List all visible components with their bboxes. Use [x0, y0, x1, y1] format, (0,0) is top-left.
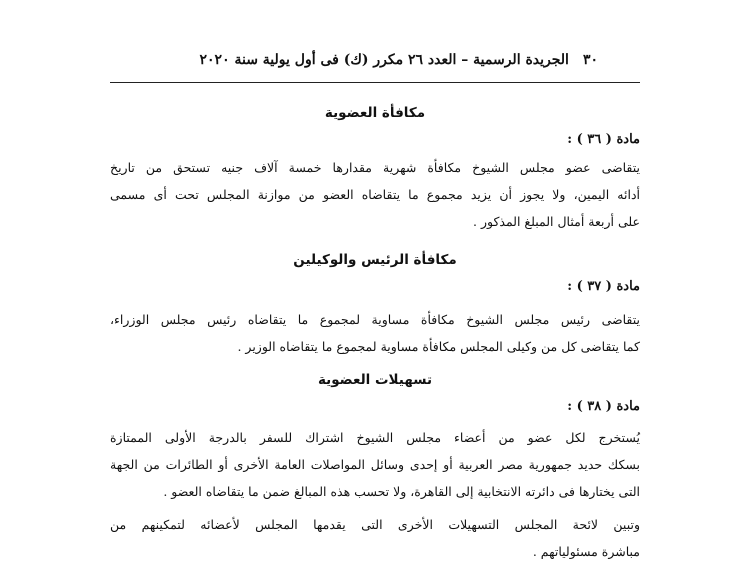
- section-heading-membership-reward: مكافأة العضوية: [324, 105, 426, 121]
- paragraph-line: كما يتقاضى كل من وكيلى المجلس مكافأة مساوية لمجموع ما يتقاضاه الوزير .: [237, 339, 640, 354]
- paragraph-line: التى يختارها فى دائرته الانتخابية إلى القاهرة، ولا تحسب هذه المبالغ ضمن ما يتقاضاه العضو .: [163, 484, 640, 499]
- article-38-paragraph: [110, 424, 640, 505]
- header-rule: [110, 82, 640, 83]
- paragraph-line: على أربعة أمثال المبلغ المذكور .: [473, 214, 640, 229]
- article-38-paragraph-2: [110, 511, 640, 565]
- article-36-paragraph: [110, 154, 640, 235]
- paragraph-line: مباشرة مسئولياتهم .: [532, 544, 640, 559]
- section-heading-membership-facilities: تسهيلات العضوية: [317, 372, 433, 388]
- article-37-label: مادة ( ٣٧ ) :: [567, 279, 640, 294]
- header-title: الجريدة الرسمية – العدد ٢٦ مكرر (ك) فى أول يولية سنة ٢٠٢٠: [199, 52, 569, 68]
- page-header: [186, 50, 598, 70]
- article-38-label: مادة ( ٣٨ ) :: [567, 399, 640, 414]
- paragraph-line: وتبين لائحة المجلس التسهيلات الأخرى التى يقدمها المجلس لأعضائه لتمكينهم من: [110, 517, 640, 532]
- paragraph-line: يُستخرج لكل عضو من أعضاء مجلس الشيوخ اشتراك للسفر بالدرجة الأولى الممتازة: [110, 430, 640, 445]
- paragraph-line: يتقاضى عضو مجلس الشيوخ مكافأة شهرية مقدارها خمسة آلاف جنيه تستحق من تاريخ: [110, 160, 640, 175]
- page-number: ٣٠: [582, 52, 598, 68]
- section-heading-president-reward: مكافأة الرئيس والوكيلين: [293, 252, 457, 268]
- paragraph-line: يتقاضى رئيس مجلس الشيوخ مكافأة مساوية لمجموع ما يتقاضاه رئيس مجلس الوزراء،: [110, 312, 640, 327]
- paragraph-line: أدائه اليمين، ولا يجوز أن يزيد مجموع ما يتقاضاه العضو من موازنة المجلس تحت أى مسمى: [110, 187, 640, 202]
- article-37-paragraph: [110, 306, 640, 360]
- paragraph-line: بسكك حديد جمهورية مصر العربية أو إحدى وسائل المواصلات العامة الأخرى أو الطائرات من الجهة: [110, 457, 640, 472]
- article-36-label: مادة ( ٣٦ ) :: [567, 132, 640, 147]
